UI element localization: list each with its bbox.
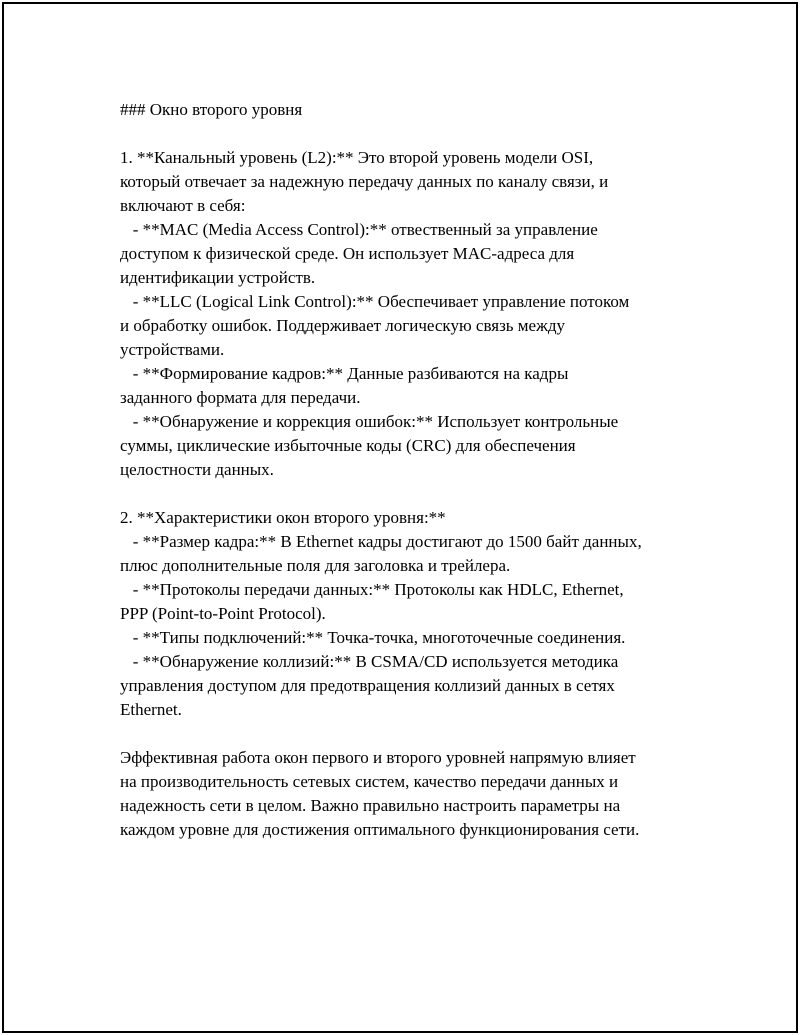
section-characteristics [120, 506, 700, 722]
section-conclusion [120, 746, 700, 842]
text-line: плюс дополнительные поля для заголовка и трейлера. [120, 556, 511, 575]
text-line: каждом уровне для достижения оптимального функционирования сети. [120, 820, 640, 839]
text-line: доступом к физической среде. Он использует MAC-адреса для [120, 244, 575, 263]
text-line: - **Обнаружение коллизий:** В CSMA/CD используется методика [120, 652, 619, 671]
text-line: целостности данных. [120, 460, 274, 479]
text-line: - **Размер кадра:** В Ethernet кадры достигают до 1500 байт данных, [120, 532, 642, 551]
page-frame [2, 2, 798, 1033]
spacer [120, 122, 700, 146]
text-line: - **Обнаружение и коррекция ошибок:** Использует контрольные [120, 412, 619, 431]
text-line: и обработку ошибок. Поддерживает логическую связь между [120, 316, 565, 335]
text-line: - **MAC (Media Access Control):** отвественный за управление [120, 220, 598, 239]
text-line: надежность сети в целом. Важно правильно настроить параметры на [120, 796, 621, 815]
text-line: на производительность сетевых систем, качество передачи данных и [120, 772, 619, 791]
spacer [120, 482, 700, 506]
spacer [120, 722, 700, 746]
text-line: идентификации устройств. [120, 268, 316, 287]
text-line: 1. **Канальный уровень (L2):** Это второй уровень модели OSI, [120, 148, 594, 167]
text-line: - **LLC (Logical Link Control):** Обеспечивает управление потоком [120, 292, 630, 311]
text-line: устройствами. [120, 340, 225, 359]
text-line: - **Типы подключений:** Точка-точка, многоточечные соединения. [120, 628, 626, 647]
document-body [120, 98, 700, 842]
text-line: Ethernet. [120, 700, 182, 719]
section-data-link-layer [120, 146, 700, 482]
text-line: 2. **Характеристики окон второго уровня:** [120, 508, 446, 527]
text-line: - **Формирование кадров:** Данные разбиваются на кадры [120, 364, 569, 383]
text-line: PPP (Point-to-Point Protocol). [120, 604, 326, 623]
text-line: суммы, циклические избыточные коды (CRC) для обеспечения [120, 436, 576, 455]
text-line: Эффективная работа окон первого и второго уровней напрямую влияет [120, 748, 636, 767]
text-line: - **Протоколы передачи данных:** Протоколы как HDLC, Ethernet, [120, 580, 624, 599]
text-line: который отвечает за надежную передачу данных по каналу связи, и [120, 172, 609, 191]
text-line: управления доступом для предотвращения коллизий данных в сетях [120, 676, 615, 695]
text-line: включают в себя: [120, 196, 246, 215]
document-heading: ### Окно второго уровня [120, 100, 303, 119]
text-line: заданного формата для передачи. [120, 388, 361, 407]
